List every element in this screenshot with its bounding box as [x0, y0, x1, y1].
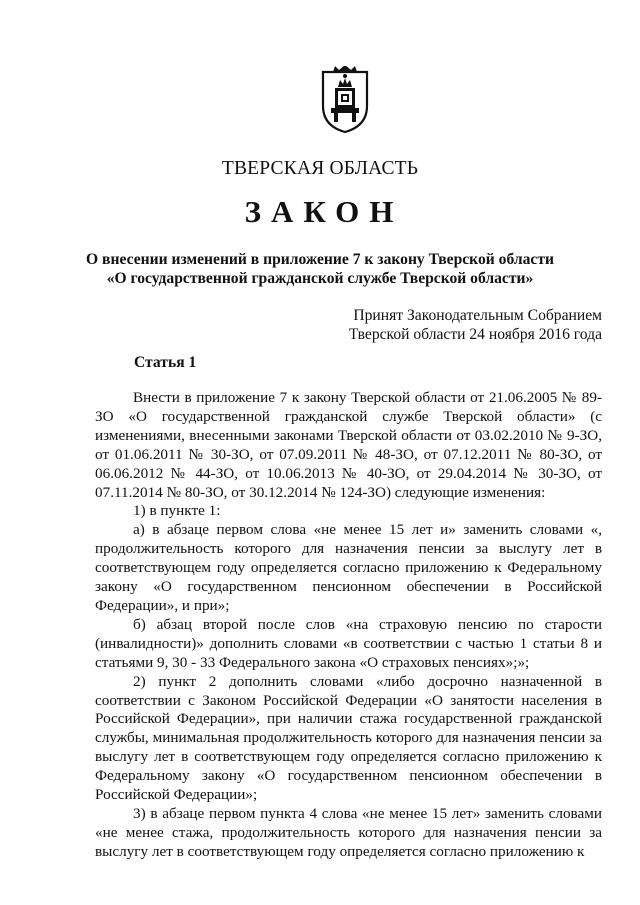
document-title: ЗАКОН	[244, 194, 404, 229]
paragraph: б) абзац второй после слов «на страховую пенсию по старости (инвалидности)» дополнить словами «в соответствии с частью 1 статьи 8 и статьями 9, 30 - 33 Федерального закона «О страховых пенсиях»;»;	[95, 615, 602, 671]
tver-coat-of-arms-icon	[319, 66, 371, 134]
adoption-line: Тверской области 24 ноября 2016 года	[348, 326, 602, 343]
paragraph: Внести в приложение 7 к закону Тверской области от 21.06.2005 № 89-ЗО «О государственной гражданской службе Тверской области» (с изменениями, внесенными законами Тверской области от 03.02.2010 № 9-ЗО, от 01.06.2011 № 30-ЗО, от 07.09.2011 № 48-ЗО, от 07.12.2011 № 80-ЗО, от 06.06.2012 № 44-ЗО, от 10.06.2013 № 40-ЗО, от 29.04.2014 № 30-ЗО, от 07.11.2014 № 80-ЗО, от 30.12.2014 № 124-ЗО) следующие изменения:	[95, 389, 602, 501]
law-subtitle	[60, 250, 580, 288]
paragraph: а) в абзаце первом слова «не менее 15 лет и» заменить словами «, продолжительность которого для назначения пенсии за выслугу лет в соответствующем году определяется согласно приложению к Федеральному закону «О государственном пенсионном обеспечении в Российской Федерации», и при»;	[95, 521, 602, 614]
article-heading: Статья 1	[134, 354, 197, 371]
subtitle-line: О внесении изменений в приложение 7 к закону Тверской области	[86, 251, 554, 268]
paragraph: 2) пункт 2 дополнить словами «либо досрочно назначенной в соответствии с Законом Российской Федерации «О занятости населения в Российской Федерации», при наличии стажа государственной гражданской службы, минимальная продолжительность которого для назначения пенсии за выслугу лет в соответствующем году определяется согласно приложению к Федеральному закону «О государственном пенсионном обеспечении в Российской Федерации»;	[95, 672, 602, 804]
article-body	[95, 389, 602, 862]
subtitle-line: «О государственной гражданской службе Тверской области»	[106, 270, 534, 287]
adoption-note	[282, 306, 602, 344]
paragraph: 3) в абзаце первом пункта 4 слова «не менее 15 лет» заменить словами «не менее стажа, продолжительность которого для назначения пенсии за выслугу лет в соответствующем году определяется согласно приложению к	[95, 804, 602, 860]
region-name: ТВЕРСКАЯ ОБЛАСТЬ	[221, 158, 419, 179]
adoption-line: Принят Законодательным Собранием	[353, 307, 602, 324]
paragraph: 1) в пункте 1:	[133, 502, 221, 520]
